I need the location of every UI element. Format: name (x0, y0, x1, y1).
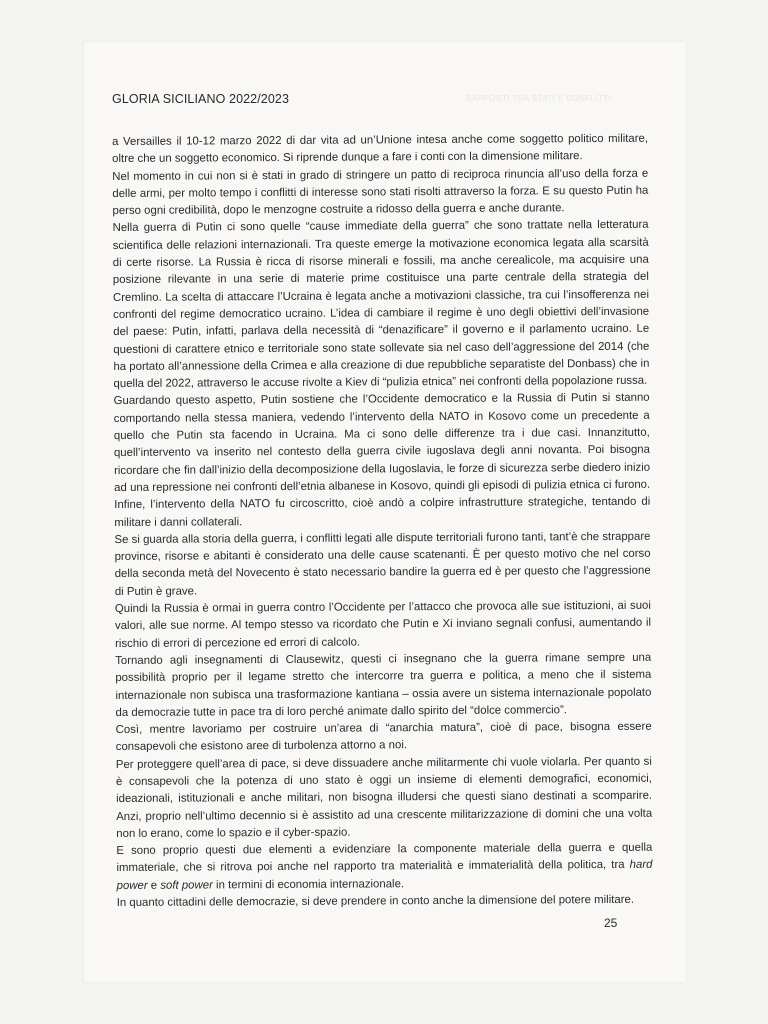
paragraph: In quanto cittadini delle democrazie, si deve prendere in conto anche la dimensione del potere militare. (116, 893, 635, 910)
text-span: in termini di economia internazionale. (212, 877, 405, 892)
paragraph-hard-soft-power (116, 840, 652, 895)
paragraph: Per proteggere quell’area di pace, si deve dissuadere anche militarmente chi vuole violarla. Per quanto si è consapevoli che la potenza di uno stato è oggi un insieme di elementi demografici, economici, ideazionali, istituzionali e anche militari, non bisogna illudersi che questi siano destinati a scomparire. Anzi, proprio nell’ultimo decennio si è assistito ad una crescente militarizzazione di domini che una volta non lo erano, come lo spazio e il cyber-spazio. (115, 755, 653, 840)
document-page (84, 42, 686, 982)
paragraph: Nel momento in cui non si è stati in grado di stringere un patto di reciproca rinuncia all’uso della forza e delle armi, per molto tempo i conflitti di interesse sono stati risolti attraverso la forza. E su questo Putin ha perso ogni credibilità, dopo le menzogne costruite a ridosso della guerra e anche durante. (112, 167, 649, 218)
paragraph: Così, mentre lavoriamo per costruire un’area di “anarchia matura”, cioè di pace, bisogna essere consapevoli che esistono aree di turbolenza attorno a noi. (115, 720, 652, 754)
text-span: E sono proprio questi due elementi a evidenziare la componente materiale della guerra e quella immateriale, che si ritrova poi anche nel rapporto tra materialità e immaterialità della politica, tra (116, 841, 653, 875)
paragraph: Guardando questo aspetto, Putin sostiene che l’Occidente democratico e la Russia di Putin si stanno comportando nella stessa maniera, vedendo l’intervento della NATO in Kosovo come un precedente a quello che Putin sta facendo in Ucraina. Ma ci sono delle differenze tra i due casi. Innanzitutto, quell’intervento va inserito nel contesto della guerra civile iugoslava degli anni novanta. Poi bisogna ricordare che fin dall’inizio della decomposizione della Iugoslavia, le forze di sicurezza serbe diedero inizio ad una repressione nei confronti dell’etnia albanese in Kosovo, quindi gli episodi di pulizia etnica ci furono. Infine, l’intervento della NATO fu circoscritto, cioè andò a colpire infrastrutture strategiche, tentando di militare i danni collaterali. (113, 392, 651, 529)
soft-power-term: soft power (160, 879, 213, 892)
paragraph: Quindi la Russia è ormai in guerra contro l’Occidente per l’attacco che provoca alle sue istituzioni, ai suoi valori, alle sue norme. Al tempo stesso va ricordato che Putin e Xi inviano segnali confusi, aumentando il rischio di errori di percezione ed errori di calcolo. (114, 599, 652, 650)
text-span: e (147, 879, 161, 892)
bleed-through-header: RAPPORTI TRA STATI E CONFLITTI (466, 94, 612, 103)
page-header: GLORIA SICILIANO 2022/2023 (112, 92, 290, 106)
paragraph: Se si guarda alla storia della guerra, i conflitti legati alle dispute territoriali furono tanti, tant’è che strappare province, risorse e abitanti è considerato una delle cause scatenanti. È per questo motivo che nel corso della seconda metà del Novecento è stato necessario bandire la guerra ed è per questo che l’aggressione di Putin è grave. (114, 530, 651, 598)
paragraph: Tornando agli insegnamenti di Clausewitz, questi ci insegnano che la guerra rimane sempre una possibilità proprio per il legame stretto che intercorre tra guerra e politica, a meno che il sistema internazionale non subisca una trasformazione kantiana – ossia avere un sistema internazionale popolato da democrazie tutte in pace tra di loro perché animate dallo spirito del “dolce commercio”. (115, 651, 652, 719)
body-text (112, 131, 653, 913)
paragraph: a Versailles il 10-12 marzo 2022 di dar vita ad un’Unione intesa anche come soggetto politico militare, oltre che un soggetto economico. Si riprende dunque a fare i conti con la dimensione militare. (112, 132, 649, 166)
page-number: 25 (604, 916, 618, 930)
hard-power-term: hard power (116, 859, 653, 892)
paragraph: Nella guerra di Putin ci sono quelle “cause immediate della guerra” che sono trattate nella letteratura scientifica delle relazioni internazionali. Tra queste emerge la motivazione economica legata alla scarsità di certe risorse. La Russia è ricca di risorse minerali e fossili, ma anche cerealicole, ma acquisire una posizione rilevante in una serie di materie prime costituisce una parte centrale della strategia del Cremlino. La scelta di attaccare l’Ucraina è legata anche a motivazioni classiche, tra cui l’insofferenza nei confronti del regime democratico ucraino. L’idea di cambiare il regime è uno degli obiettivi dell’invasione del paese: Putin, infatti, parlava della necessità di “denazificare” il governo e il parlamento ucraino. Le questioni di carattere etnico e territoriale sono state sollevate sia nel caso dell’aggressione del 2014 (che ha portato all’annessione della Crimea e alla creazione di due repubbliche separatiste del Donbass) che in quella del 2022, attraverso le accuse rivolte a Kiev di “pulizia etnica” nei confronti della popolazione russa. (112, 219, 650, 391)
